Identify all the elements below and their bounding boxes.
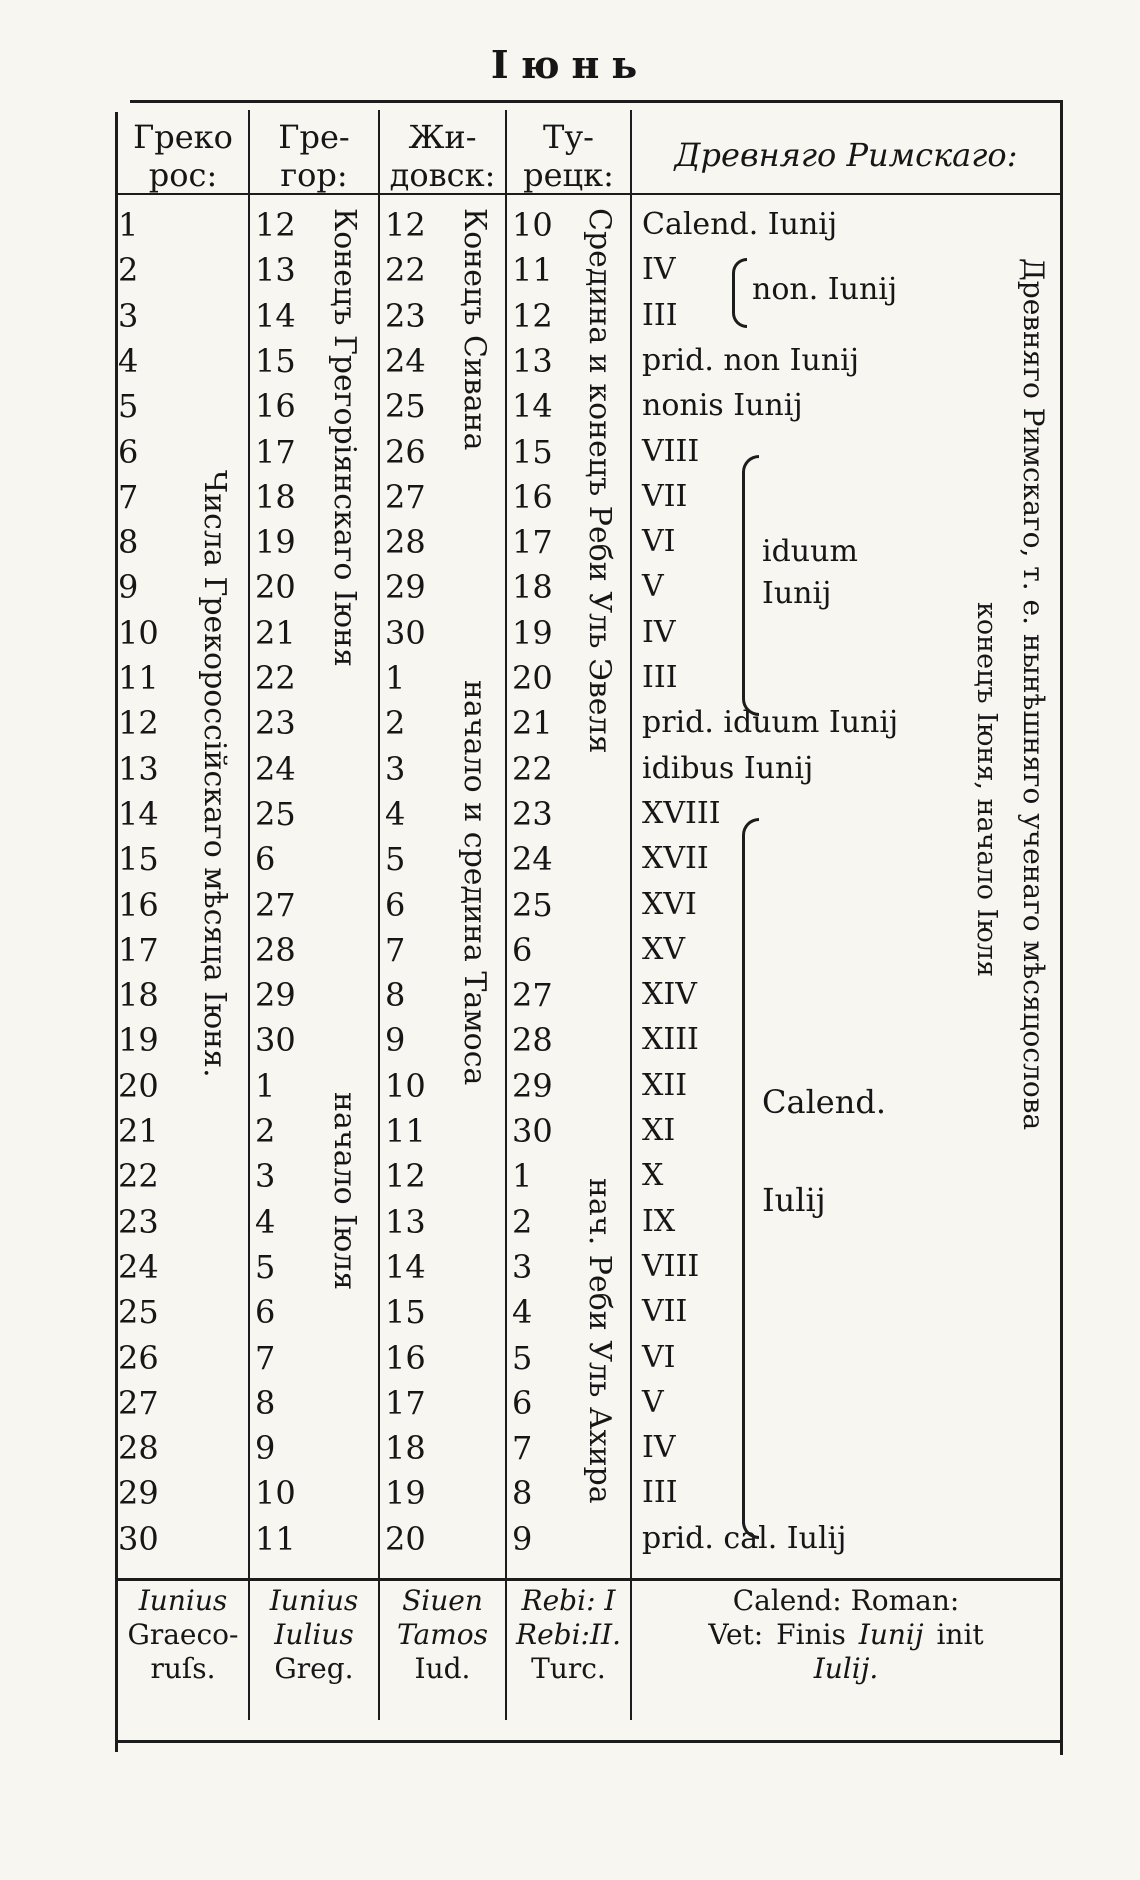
roman-side-note-2: конецъ Іюня, начало Іюля [971, 602, 1002, 977]
turc-day-row: 3 [512, 1247, 533, 1286]
greg-day-row: 8 [255, 1383, 276, 1422]
jud-end-vertical: Конецъ Сивана [457, 208, 492, 451]
greco-day-row: 5 [118, 387, 139, 426]
jud-day-row: 22 [385, 251, 426, 290]
table-right-rule [1060, 100, 1063, 1755]
roman-date-row: X [642, 1158, 664, 1194]
greg-day-row: 11 [255, 1519, 296, 1558]
footer-roman [632, 1584, 1060, 1686]
turc-day-row: 6 [512, 1383, 533, 1422]
jud-day-row: 12 [385, 1157, 426, 1196]
greco-day-row: 12 [118, 704, 159, 743]
turc-day-row: 22 [512, 749, 553, 788]
footer-jud-month2: Tamos [397, 1618, 488, 1651]
greg-end-vertical: Конецъ Грегоріянскаго Іюня [327, 208, 362, 667]
footer-greg [250, 1584, 378, 1686]
greco-day-row: 9 [118, 568, 139, 607]
roman-date-row: idibus Iunij [642, 750, 814, 786]
brace-non [732, 258, 747, 328]
greg-day-row: 19 [255, 523, 296, 562]
turc-day-row: 7 [512, 1429, 533, 1468]
footer-roman-line1: Calend: Roman: [732, 1584, 960, 1617]
roman-side-note-1: Древняго Римскаго, т. е. нынѣшняго ученаго мѣсяцослова [1017, 258, 1050, 1131]
jud-day-row: 3 [385, 749, 406, 788]
footer-jud [380, 1584, 505, 1686]
footer-turc-line3: Turc. [531, 1652, 606, 1685]
jud-start-vertical: начало и средина Тамоса [457, 680, 492, 1086]
greco-day-row: 15 [118, 840, 159, 879]
footer-jud-month1: Siuen [402, 1584, 483, 1617]
jud-day-row: 6 [385, 885, 406, 924]
footer-greg-month2: Iulius [274, 1618, 354, 1651]
roman-date-row: XVIII [642, 795, 721, 831]
turc-day-row: 27 [512, 976, 553, 1015]
greg-day-row: 29 [255, 976, 296, 1015]
roman-date-row: III [642, 1475, 678, 1511]
jud-day-row: 27 [385, 477, 426, 516]
header-greco-line1: Греко [133, 118, 233, 156]
turc-day-row: 5 [512, 1338, 533, 1377]
jud-day-row: 8 [385, 976, 406, 1015]
jud-day-row: 1 [385, 659, 406, 697]
jud-day-row: 15 [385, 1293, 426, 1332]
roman-date-row: VIII [642, 1248, 700, 1284]
brace-idus [742, 455, 759, 716]
greg-day-row: 14 [255, 296, 296, 335]
turc-day-row: 1 [512, 1157, 533, 1196]
turc-start-vertical: нач. Реби Уль Ахира [582, 1178, 617, 1504]
jud-day-row: 30 [385, 613, 426, 652]
greco-day-row: 21 [118, 1112, 159, 1150]
greg-day-row: 4 [255, 1202, 276, 1241]
greco-day-row: 28 [118, 1429, 159, 1468]
turc-day-row: 16 [512, 477, 553, 516]
turc-day-row: 25 [512, 885, 553, 924]
greco-day-row: 11 [118, 659, 159, 697]
roman-date-row: V [642, 569, 664, 605]
greco-day-row: 1 [118, 206, 139, 244]
turc-day-row: 10 [512, 206, 553, 244]
footer-roman-finis: Finis [776, 1618, 846, 1651]
footer-roman-line2 [632, 1618, 1060, 1652]
greg-day-row: 22 [255, 659, 296, 697]
greco-day-row: 23 [118, 1202, 159, 1241]
jud-day-row: 20 [385, 1519, 426, 1558]
brace-label-non: non. Iunij [752, 272, 898, 307]
footer-turc [507, 1584, 630, 1686]
header-greco-line2: рос: [148, 156, 218, 194]
footer-turc-month2: Rebi:II. [516, 1618, 621, 1651]
roman-date-row: VII [642, 1294, 688, 1330]
greg-day-row: 25 [255, 794, 296, 833]
col-divider-2 [378, 110, 380, 1720]
turc-day-row: 6 [512, 930, 533, 969]
greg-day-row: 2 [255, 1112, 276, 1150]
jud-day-row: 2 [385, 704, 406, 743]
roman-date-row: VI [642, 1339, 676, 1375]
greg-day-row: 6 [255, 1293, 276, 1332]
greco-day-row: 10 [118, 613, 159, 652]
header-turc-line2: рецк: [523, 156, 614, 194]
greg-day-row: 1 [255, 1066, 276, 1105]
turc-day-row: 21 [512, 704, 553, 743]
roman-date-row: nonis Iunij [642, 388, 803, 424]
footer-greg-line3: Greg. [274, 1652, 354, 1685]
turc-day-row: 24 [512, 840, 553, 879]
jud-day-row: 17 [385, 1383, 426, 1422]
footer-roman-init: init [936, 1618, 984, 1651]
jud-day-row: 16 [385, 1338, 426, 1377]
greco-day-row: 22 [118, 1157, 159, 1196]
brace-label-calend: Calend. [762, 1083, 886, 1121]
greco-day-row: 14 [118, 794, 159, 833]
greg-day-row: 24 [255, 749, 296, 788]
greco-day-row: 20 [118, 1066, 159, 1105]
greg-day-row: 16 [255, 387, 296, 426]
footer-greco-month: Iunius [138, 1584, 228, 1617]
greg-day-row: 5 [255, 1247, 276, 1286]
turc-day-row: 17 [512, 523, 553, 562]
jud-day-row: 25 [385, 387, 426, 426]
col-divider-3 [505, 110, 507, 1720]
footer-roman-vet: Vet: [708, 1618, 764, 1651]
greg-day-row: 27 [255, 885, 296, 924]
roman-date-row: III [642, 660, 678, 695]
brace-label-iduum: iduum [762, 534, 858, 569]
col-divider-1 [248, 110, 250, 1720]
jud-day-row: 4 [385, 794, 406, 833]
roman-date-row: prid. non Iunij [642, 342, 860, 378]
roman-date-row: VII [642, 478, 688, 514]
table-bottom-rule [118, 1740, 1063, 1743]
greg-day-row: 3 [255, 1157, 276, 1196]
greco-day-row: 17 [118, 930, 159, 969]
roman-date-row: XVI [642, 886, 697, 922]
greco-day-row: 29 [118, 1474, 159, 1513]
footer-turc-month1: Rebi: I [521, 1584, 616, 1617]
brace-label-iulij: Iulij [762, 1181, 826, 1219]
footer-greco-line2: Graeco- [127, 1618, 239, 1651]
jud-day-row: 29 [385, 568, 426, 607]
page-title: Іюнь [490, 42, 650, 87]
greco-day-row: 3 [118, 296, 139, 335]
turc-day-row: 13 [512, 341, 553, 380]
jud-day-row: 28 [385, 523, 426, 562]
brace-label-iunij: Iunij [762, 576, 832, 611]
greg-day-row: 17 [255, 432, 296, 471]
header-roman: Древняго Римскаго: [674, 136, 1018, 174]
greg-day-row: 12 [255, 206, 296, 244]
turc-day-row: 29 [512, 1066, 553, 1105]
jud-day-row: 12 [385, 206, 426, 244]
turc-day-row: 9 [512, 1519, 533, 1558]
greco-day-row: 19 [118, 1021, 159, 1060]
greco-vertical-note: Числа Грекороссійскаго мѣсяца Іюня. [197, 470, 232, 1078]
roman-date-row: IV [642, 614, 676, 650]
roman-date-row: VIII [642, 433, 700, 469]
jud-day-row: 19 [385, 1474, 426, 1513]
table-top-rule [130, 100, 1060, 103]
brace-calend [742, 818, 759, 1539]
header-jud [380, 118, 505, 194]
greg-day-row: 20 [255, 568, 296, 607]
header-greg-line1: Гре- [278, 118, 350, 156]
turc-day-row: 18 [512, 568, 553, 607]
jud-day-row: 7 [385, 930, 406, 969]
greco-day-row: 24 [118, 1247, 159, 1286]
roman-date-row: XVII [642, 841, 709, 877]
roman-date-row: V [642, 1384, 664, 1420]
greco-day-row: 4 [118, 341, 139, 380]
greg-day-row: 10 [255, 1474, 296, 1513]
turc-day-row: 23 [512, 794, 553, 833]
footer-roman-line3: Iulij. [813, 1652, 879, 1685]
turc-day-row: 2 [512, 1202, 533, 1241]
roman-date-row: XIV [642, 977, 697, 1013]
roman-date-row: prid. cal. Iulij [642, 1520, 847, 1556]
jud-day-row: 26 [385, 432, 426, 471]
turc-day-row: 15 [512, 432, 553, 471]
greco-day-row: 2 [118, 251, 139, 290]
jud-day-row: 11 [385, 1112, 426, 1150]
greg-day-row: 18 [255, 477, 296, 516]
roman-date-row: XII [642, 1067, 688, 1103]
greco-day-row: 6 [118, 432, 139, 471]
turc-day-row: 20 [512, 659, 553, 697]
header-greg-line2: гор: [280, 156, 348, 194]
roman-date-row: IV [642, 1430, 676, 1466]
footer-greg-month1: Iunius [269, 1584, 359, 1617]
roman-date-row: VI [642, 524, 676, 560]
header-jud-line2: довск: [389, 156, 496, 194]
jud-day-row: 24 [385, 341, 426, 380]
greco-day-row: 25 [118, 1293, 159, 1332]
greco-day-row: 8 [118, 523, 139, 562]
roman-date-row: IX [642, 1203, 676, 1239]
header-turc [507, 118, 630, 194]
turc-day-row: 4 [512, 1293, 533, 1332]
footer-greco [118, 1584, 248, 1686]
roman-date-row: prid. iduum Iunij [642, 705, 899, 741]
jud-day-row: 5 [385, 840, 406, 879]
greco-day-row: 13 [118, 749, 159, 788]
greco-day-row: 27 [118, 1383, 159, 1422]
greg-day-row: 6 [255, 840, 276, 879]
greg-day-row: 21 [255, 613, 296, 652]
turc-day-row: 8 [512, 1474, 533, 1513]
greg-day-row: 30 [255, 1021, 296, 1060]
turc-day-row: 11 [512, 251, 553, 290]
greg-start-vertical: начало Іюля [327, 1092, 362, 1291]
jud-day-row: 10 [385, 1066, 426, 1105]
jud-day-row: 13 [385, 1202, 426, 1241]
jud-day-row: 18 [385, 1429, 426, 1468]
turc-day-row: 19 [512, 613, 553, 652]
roman-date-row: XI [642, 1113, 676, 1148]
footer-rule [117, 1578, 1062, 1581]
roman-date-row: IV [642, 252, 676, 288]
greco-day-row: 16 [118, 885, 159, 924]
greg-day-row: 13 [255, 251, 296, 290]
greco-day-row: 30 [118, 1519, 159, 1558]
turc-mid-vertical: Средина и конецъ Реби Уль Эвеля [582, 208, 617, 754]
turc-day-row: 14 [512, 387, 553, 426]
roman-date-row: Calend. Iunij [642, 207, 838, 242]
greg-day-row: 15 [255, 341, 296, 380]
roman-date-row: XIII [642, 1022, 699, 1058]
header-greco [118, 118, 248, 194]
footer-greco-line3: ruſs. [150, 1652, 216, 1685]
greg-day-row: 9 [255, 1429, 276, 1468]
header-greg [250, 118, 378, 194]
jud-day-row: 23 [385, 296, 426, 335]
footer-jud-line3: Iud. [414, 1652, 471, 1685]
jud-day-row: 14 [385, 1247, 426, 1286]
footer-roman-iunij: Iunij [858, 1618, 924, 1651]
roman-date-row: III [642, 297, 678, 333]
turc-day-row: 28 [512, 1021, 553, 1060]
header-jud-line1: Жи- [408, 118, 477, 156]
greco-day-row: 7 [118, 477, 139, 516]
turc-day-row: 12 [512, 296, 553, 335]
header-turc-line1: Ту- [543, 118, 594, 156]
roman-date-row: XV [642, 931, 686, 967]
col-divider-4 [630, 110, 632, 1720]
greg-day-row: 28 [255, 930, 296, 969]
greg-day-row: 23 [255, 704, 296, 743]
greco-day-row: 18 [118, 976, 159, 1015]
turc-day-row: 30 [512, 1112, 553, 1150]
greg-day-row: 7 [255, 1338, 276, 1377]
jud-day-row: 9 [385, 1021, 406, 1060]
greco-day-row: 26 [118, 1338, 159, 1377]
